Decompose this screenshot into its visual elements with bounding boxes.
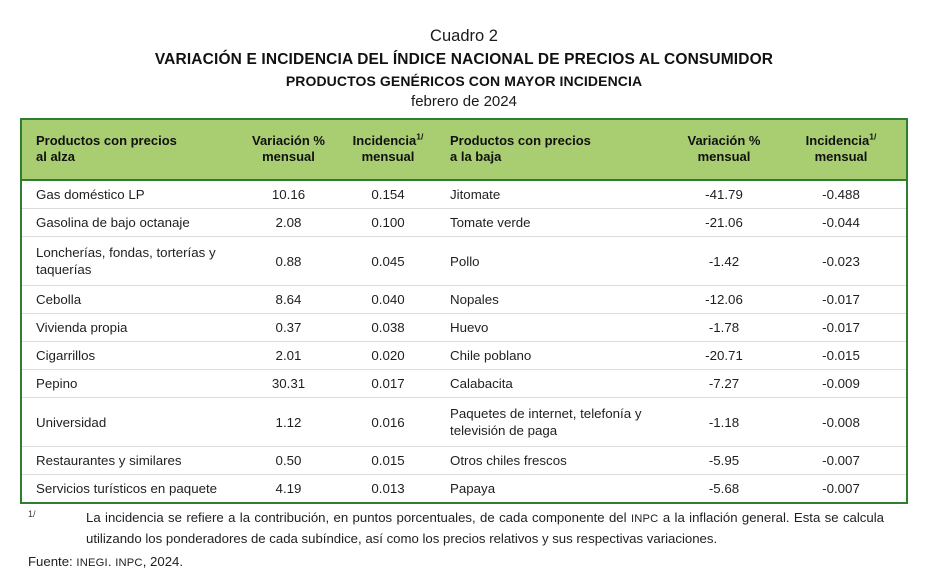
cell-producto-baja: Papaya xyxy=(436,475,672,503)
table-body xyxy=(22,180,906,502)
page-title: VARIACIÓN E INCIDENCIA DEL ÍNDICE NACIONAL DE PRECIOS AL CONSUMIDOR xyxy=(154,51,774,68)
cell-producto-baja: Paquetes de internet, telefonía y televisión de paga xyxy=(436,398,672,447)
source-acronym-inegi: INEGI xyxy=(76,557,108,569)
cell-incidencia-alza: 0.045 xyxy=(340,237,436,286)
column-header-line1: Variación % xyxy=(252,133,325,148)
cell-incidencia-baja: -0.017 xyxy=(776,286,906,314)
cuadro-label: Cuadro 2 xyxy=(430,27,498,45)
column-header-line2: a la baja xyxy=(450,149,502,164)
source-line xyxy=(28,552,908,573)
table-row xyxy=(22,286,906,314)
cell-incidencia-alza: 0.016 xyxy=(340,398,436,447)
cell-producto-alza: Gasolina de bajo octanaje xyxy=(22,209,237,237)
table-row xyxy=(22,398,906,447)
table-row xyxy=(22,475,906,503)
footnote-text-part1: La incidencia se refiere a la contribución, en puntos porcentuales, de cada componente del xyxy=(86,510,631,525)
column-header-line1: Productos con precios xyxy=(450,133,591,148)
cell-producto-alza: Universidad xyxy=(22,398,237,447)
cell-producto-baja: Jitomate xyxy=(436,180,672,209)
cell-incidencia-baja: -0.023 xyxy=(776,237,906,286)
cell-incidencia-baja: -0.007 xyxy=(776,447,906,475)
cell-producto-alza: Pepino xyxy=(22,370,237,398)
column-header-line1: Variación % xyxy=(687,133,761,148)
cell-producto-baja: Chile poblano xyxy=(436,342,672,370)
column-header-line1 xyxy=(786,133,896,149)
header-row xyxy=(22,120,906,180)
column-header-variacion-alza xyxy=(237,120,340,180)
table-row xyxy=(22,209,906,237)
cell-variacion-baja: -12.06 xyxy=(672,286,776,314)
cell-variacion-alza: 0.88 xyxy=(237,237,340,286)
cell-incidencia-baja: -0.009 xyxy=(776,370,906,398)
cell-variacion-baja: -20.71 xyxy=(672,342,776,370)
cell-incidencia-alza: 0.020 xyxy=(340,342,436,370)
table-row xyxy=(22,370,906,398)
cell-producto-baja: Pollo xyxy=(436,237,672,286)
footnote-text-part2: a la inflación general. Esta se calcula utilizando los ponderadores de cada subíndice, así como los precios relativos y sus respectivas variaciones. xyxy=(86,510,884,546)
column-header-productos-alza xyxy=(22,120,237,180)
footnote-marker: 1/ xyxy=(869,131,877,142)
column-header-line1: Productos con precios xyxy=(36,133,177,148)
footnote-row xyxy=(28,508,908,548)
table-row xyxy=(22,180,906,209)
cell-producto-baja: Calabacita xyxy=(436,370,672,398)
cell-variacion-baja: -1.78 xyxy=(672,314,776,342)
column-header-variacion-baja xyxy=(672,120,776,180)
cell-producto-baja: Tomate verde xyxy=(436,209,672,237)
table-header xyxy=(22,120,906,180)
cell-producto-alza: Cigarrillos xyxy=(22,342,237,370)
cell-producto-alza: Cebolla xyxy=(22,286,237,314)
cell-incidencia-baja: -0.007 xyxy=(776,475,906,503)
cell-variacion-baja: -7.27 xyxy=(672,370,776,398)
cell-variacion-alza: 30.31 xyxy=(237,370,340,398)
cell-incidencia-baja: -0.008 xyxy=(776,398,906,447)
table-row xyxy=(22,342,906,370)
cell-producto-alza: Gas doméstico LP xyxy=(22,180,237,209)
column-header-line2: mensual xyxy=(262,149,315,164)
footnote-acronym-inpc: INPC xyxy=(630,513,659,525)
cell-incidencia-baja: -0.017 xyxy=(776,314,906,342)
cell-variacion-baja: -21.06 xyxy=(672,209,776,237)
column-header-text: Incidencia xyxy=(352,133,417,148)
source-year: , 2024. xyxy=(142,554,184,569)
cell-incidencia-alza: 0.040 xyxy=(340,286,436,314)
cell-producto-alza: Loncherías, fondas, torterías y taquerías xyxy=(22,237,237,286)
data-table xyxy=(22,120,906,502)
column-header-line2: al alza xyxy=(36,149,76,164)
cell-variacion-alza: 0.37 xyxy=(237,314,340,342)
column-header-line2: mensual xyxy=(814,149,868,164)
column-header-line2: mensual xyxy=(697,149,751,164)
footnotes-block xyxy=(20,508,908,573)
cell-incidencia-alza: 0.017 xyxy=(340,370,436,398)
page-subtitle: PRODUCTOS GENÉRICOS CON MAYOR INCIDENCIA xyxy=(285,73,643,89)
cell-variacion-alza: 10.16 xyxy=(237,180,340,209)
source-acronym-inpc: INPC xyxy=(115,557,143,569)
cell-incidencia-alza: 0.038 xyxy=(340,314,436,342)
table-row xyxy=(22,314,906,342)
cell-producto-baja: Huevo xyxy=(436,314,672,342)
cell-variacion-baja: -1.42 xyxy=(672,237,776,286)
cell-producto-alza: Restaurantes y similares xyxy=(22,447,237,475)
cell-incidencia-baja: -0.044 xyxy=(776,209,906,237)
cell-incidencia-alza: 0.015 xyxy=(340,447,436,475)
table-row xyxy=(22,447,906,475)
cell-variacion-baja: -41.79 xyxy=(672,180,776,209)
cell-variacion-alza: 0.50 xyxy=(237,447,340,475)
cell-variacion-alza: 2.08 xyxy=(237,209,340,237)
title-block xyxy=(20,0,908,112)
cell-variacion-alza: 8.64 xyxy=(237,286,340,314)
footnote-text xyxy=(86,508,908,548)
cell-incidencia-alza: 0.013 xyxy=(340,475,436,503)
cell-variacion-baja: -1.18 xyxy=(672,398,776,447)
cell-producto-baja: Otros chiles frescos xyxy=(436,447,672,475)
cell-variacion-alza: 4.19 xyxy=(237,475,340,503)
cell-variacion-baja: -5.95 xyxy=(672,447,776,475)
footnote-marker-label: 1/ xyxy=(28,509,36,519)
column-header-line1 xyxy=(350,133,426,149)
column-header-incidencia-alza xyxy=(340,120,436,180)
column-header-productos-baja xyxy=(436,120,672,180)
cell-producto-alza: Servicios turísticos en paquete xyxy=(22,475,237,503)
column-header-text: Incidencia xyxy=(805,133,870,148)
cell-incidencia-alza: 0.100 xyxy=(340,209,436,237)
period-label: febrero de 2024 xyxy=(411,93,517,110)
cell-variacion-alza: 1.12 xyxy=(237,398,340,447)
column-header-line2: mensual xyxy=(361,149,415,164)
cell-incidencia-alza: 0.154 xyxy=(340,180,436,209)
column-header-incidencia-baja xyxy=(776,120,906,180)
footnote-marker: 1/ xyxy=(416,131,424,142)
data-table-container xyxy=(20,118,908,504)
cell-incidencia-baja: -0.488 xyxy=(776,180,906,209)
cell-variacion-baja: -5.68 xyxy=(672,475,776,503)
cell-variacion-alza: 2.01 xyxy=(237,342,340,370)
table-row xyxy=(22,237,906,286)
cell-producto-alza: Vivienda propia xyxy=(22,314,237,342)
cell-incidencia-baja: -0.015 xyxy=(776,342,906,370)
cell-producto-baja: Nopales xyxy=(436,286,672,314)
source-separator: . xyxy=(107,554,116,569)
source-label: Fuente: xyxy=(28,554,77,569)
